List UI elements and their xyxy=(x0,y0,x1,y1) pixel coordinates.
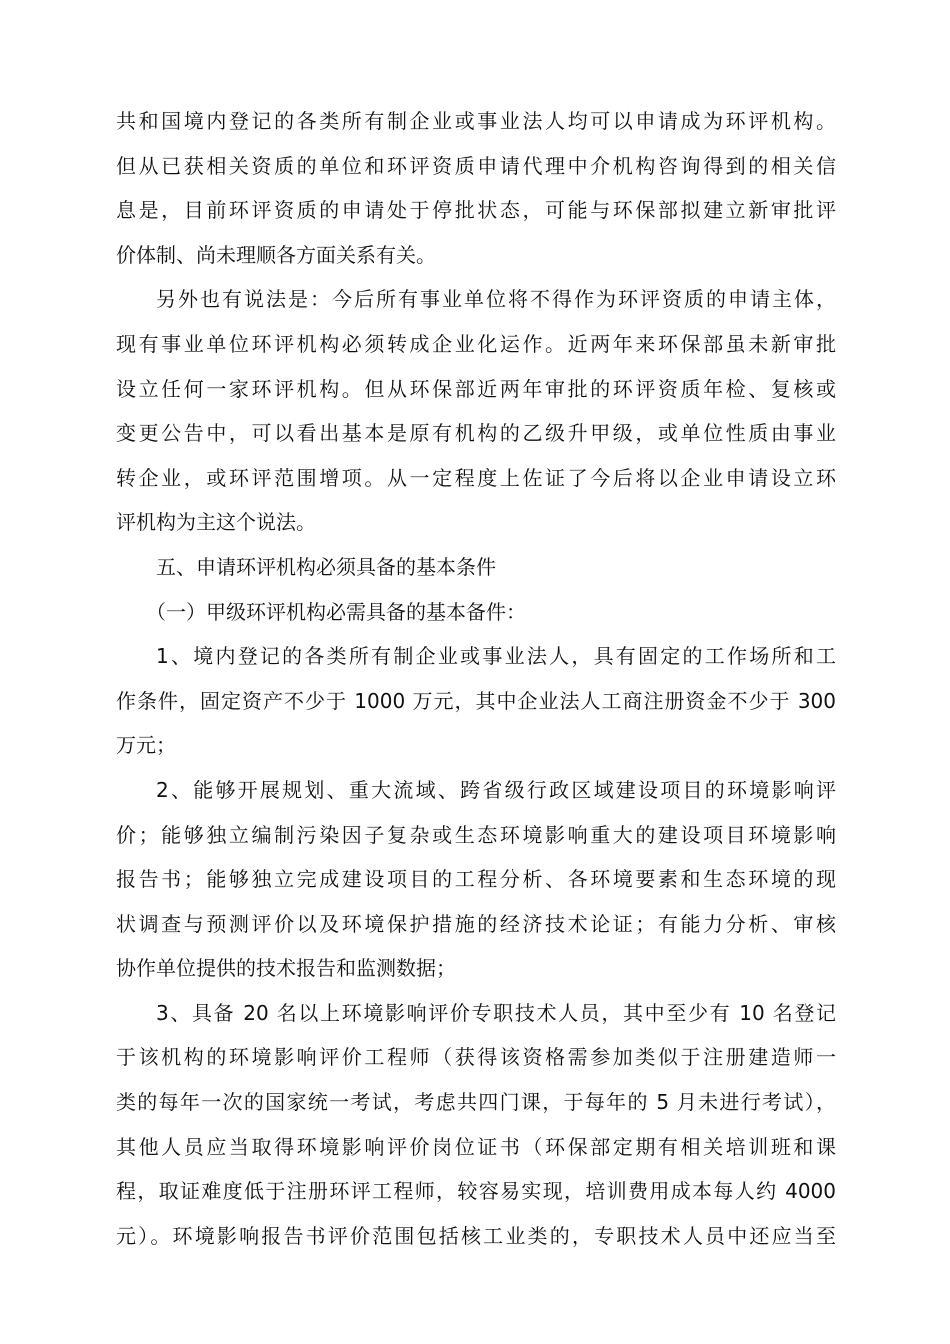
text-line: 现有事业单位环评机构必须转成企业化运作。近两年来环保部虽未新审批 xyxy=(116,331,836,356)
list-item-1-line: 1、境内登记的各类所有制企业或事业法人，具有固定的工作场所和工 xyxy=(156,644,836,669)
list-item-2-line: 2、能够开展规划、重大流域、跨省级行政区域建设项目的环境影响评 xyxy=(156,777,836,802)
text-line: 于该机构的环境影响评价工程师（获得该资格需参加类似于注册建造师一 xyxy=(116,1045,836,1070)
text-line: 状调查与预测评价以及环境保护措施的经济技术论证；有能力分析、审核 xyxy=(116,911,836,936)
list-item-3-line: 3、具备 20 名以上环境影响评价专职技术人员，其中至少有 10 名登记 xyxy=(156,1000,836,1025)
text-line: 价；能够独立编制污染因子复杂或生态环境影响重大的建设项目环境影响 xyxy=(116,822,836,847)
section-heading: 五、申请环评机构必须具备的基本条件 xyxy=(156,554,496,579)
text-line: 报告书；能够独立完成建设项目的工程分析、各环境要素和生态环境的现 xyxy=(116,867,836,892)
text-line: 息是，目前环评资质的申请处于停批状态，可能与环保部拟建立新审批评 xyxy=(116,198,836,223)
text-line: 价体制、尚未理顺各方面关系有关。 xyxy=(116,242,436,267)
text-line: 但从已获相关资质的单位和环评资质申请代理中介机构咨询得到的相关信 xyxy=(116,153,836,178)
text-line: 其他人员应当取得环境影响评价岗位证书（环保部定期有相关培训班和课 xyxy=(116,1134,836,1159)
text-line: 设立任何一家环评机构。但从环保部近两年审批的环评资质年检、复核或 xyxy=(116,376,836,401)
text-line: 评机构为主这个说法。 xyxy=(116,510,316,535)
paragraph-start-line: 另外也有说法是：今后所有事业单位将不得作为环评资质的申请主体， xyxy=(156,287,836,312)
text-line: 变更公告中，可以看出基本是原有机构的乙级升甲级，或单位性质由事业 xyxy=(116,421,836,446)
text-line: 万元； xyxy=(116,733,176,758)
text-line: 作条件，固定资产不少于 1000 万元，其中企业法人工商注册资金不少于 300 xyxy=(116,688,836,713)
text-line: 类的每年一次的国家统一考试，考虑共四门课，于每年的 5 月未进行考试）， xyxy=(116,1090,836,1115)
text-line: 程，取证难度低于注册环评工程师，较容易实现，培训费用成本每人约 4000 xyxy=(116,1179,836,1204)
text-line: 转企业，或环评范围增项。从一定程度上佐证了今后将以企业申请设立环 xyxy=(116,465,836,490)
text-line: 协作单位提供的技术报告和监测数据； xyxy=(116,956,456,981)
body-text xyxy=(116,99,836,1258)
subsection-heading: （一）甲级环评机构必需具备的基本备件： xyxy=(146,599,526,624)
text-line: 共和国境内登记的各类所有制企业或事业法人均可以申请成为环评机构。 xyxy=(116,109,836,133)
text-line: 元）。环境影响报告书评价范围包括核工业类的，专职技术人员中还应当至 xyxy=(116,1223,836,1248)
